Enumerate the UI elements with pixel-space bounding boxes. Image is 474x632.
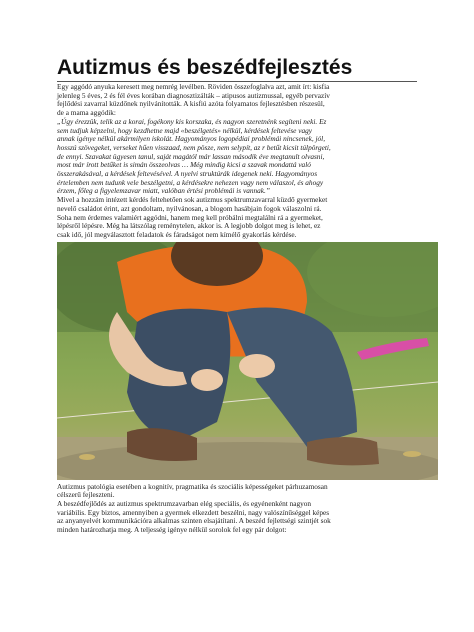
quote-line: értelemben nem tudunk vele beszélgetni, a kérdésekre nehezen vagy nem válaszol, és ahogy (57, 177, 324, 187)
document-page (57, 56, 417, 535)
string (57, 382, 438, 418)
quote-line: érzem, főleg a figyelemzavar miatt, valóban értési problémái is vannak.” (57, 186, 270, 196)
middle-line: Soha nem érdemes valamiért aggódni, hanem meg kell próbálni megtalálni rá a gyermeket, (57, 212, 323, 222)
quote-line: de ennyi. Szavakat ügyesen tanul, saját magától már lassan második éve megtanult olvasni, (57, 151, 325, 161)
child-shoe-right (307, 437, 379, 465)
intro-line: Egy aggódó anyuka keresett meg nemrég levélben. Röviden összefoglalva azt, amit írt: kisfia (57, 82, 330, 91)
quote-line: hosszú szövegeket, verseket hűen visszaad, nem pösze, nem selypít, az r betűt kicsit túlpörgeti, (57, 142, 331, 152)
middle-line: lépésről lépésre. Még ha látszólag reménytelen, akkor is. A legjobb dolgot meg is lehet, ez (57, 221, 321, 231)
child-hand-left (191, 369, 223, 391)
quote-line: annak igénye nélkül akármilyen iskolát. Hagyományos logopédiai problémái nincsenek, jól, (57, 134, 326, 144)
intro-line: fejlődési zavarral küzdőnek nyilvánították. A kisfiú azóta folyamatos fejlesztésben részesül, (57, 99, 325, 109)
after-line: variábilis. Egy biztos, amennyiben a gyermek elkezdett beszélni, nagy valószínűséggel képes (57, 507, 330, 517)
after-line: minden határozhatja meg. A teljesség igénye nélkül sorolok fel egy pár dolgot: (57, 525, 287, 535)
after-line: Autizmus patológia esetében a kognitív, pragmatika és szociális képességeket párhuzamosan (57, 481, 328, 491)
middle-line: nevelő családot érint, azt gondoltam, nyilvánosan, a blogom hasábjain fogok válaszolni rá. (57, 203, 322, 213)
quote-paragraph (57, 118, 417, 196)
intro-line: de a mama aggódik: (57, 108, 116, 118)
intro-line: jelenleg 5 éves, 2 és fél éves korában diagnosztizálták – atipusos autizmussal, egyéb pervazív (57, 90, 330, 100)
quote-line: most már írott betűket is simán összeolvas … Még mindig kicsi a szavak mondattá való (57, 160, 311, 170)
middle-line: csak idő, jól megválasztott feladatok és fáradságot nem kímélő gyakorlás kérdése. (57, 229, 297, 239)
after-line: az anyanyelvét kommunikációra alkalmas szinten elsajátítani. A beszéd fejlettségi szintjét sok (57, 516, 331, 526)
quote-line: összerakásával, a kérdések feltevésével. A nyelvi struktúrák idegenek neki. Hagyományos (57, 169, 318, 179)
middle-paragraph (57, 196, 417, 240)
photo-illustration (57, 242, 438, 480)
child-hand-right (239, 354, 275, 378)
quote-line: sem tudjuk képzelni, hogy kezdhetne majd «beszélgetés» nélkül, kérdések feltevése vagy (57, 125, 313, 135)
intro-paragraph (57, 83, 417, 118)
quote-line: „Úgy érezzük, telik az a korai, fogékony kis korszaka, és nagyon szeretnénk segíteni neki. Ez (57, 116, 327, 126)
photo-child-with-string (57, 242, 438, 480)
page-title: Autizmus és beszédfejlesztés (57, 56, 417, 82)
pink-ribbon (357, 338, 429, 360)
middle-line: Mivel a hozzám intézett kérdés feltehetően sok autizmus spektrumzavarral küzdő gyermeket (57, 195, 328, 205)
after-line: A beszédfejlődés az autizmus spektrumzavarban elég speciális, és egyénenként nagyon (57, 499, 312, 509)
after-line: célszerű fejleszteni. (57, 490, 115, 500)
after-paragraph (57, 483, 417, 535)
